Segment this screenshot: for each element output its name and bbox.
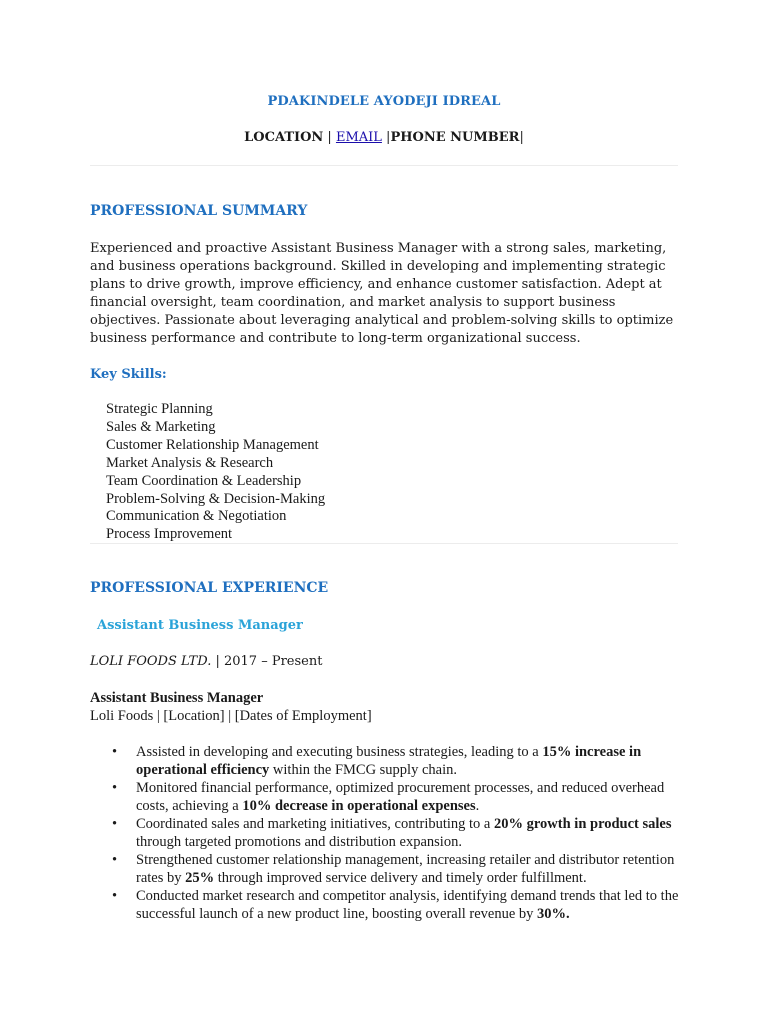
achievement-highlight: 25% xyxy=(185,869,215,886)
contact-line xyxy=(0,130,768,145)
skill-item: Team Coordination & Leadership xyxy=(106,472,302,489)
achievement-text: . xyxy=(475,797,480,814)
achievement-text: Conducted market research and competitor analysis, identifying demand trends that led to the successful launch of a new product line, boosting overall revenue by xyxy=(136,888,679,922)
contact-separator: | xyxy=(323,130,336,145)
achievement-text: Monitored financial performance, optimized procurement processes, and reduced overhead costs, achieving a xyxy=(136,780,665,814)
skill-item: Process Improvement xyxy=(106,526,233,543)
skill-item: Sales & Marketing xyxy=(106,418,216,435)
bullet-icon: • xyxy=(112,888,118,904)
achievement-item xyxy=(90,852,682,887)
company-line xyxy=(90,654,322,669)
experience-heading: PROFESSIONAL EXPERIENCE xyxy=(90,580,329,596)
location-label: LOCATION xyxy=(244,130,324,145)
achievement-text: within the FMCG supply chain. xyxy=(269,761,457,778)
achievement-highlight: 15% increase in operational efficiency xyxy=(136,744,642,778)
achievement-item xyxy=(90,744,682,779)
achievement-text: Coordinated sales and marketing initiatives, contributing to a xyxy=(136,816,494,832)
bullet-icon: • xyxy=(112,816,118,832)
achievement-text: Strengthened customer relationship management, increasing retailer and distributor retention rates by xyxy=(136,852,675,886)
bullet-icon: • xyxy=(112,780,118,796)
skills-list xyxy=(106,401,325,544)
job-title: Assistant Business Manager xyxy=(97,618,303,633)
achievement-item xyxy=(90,816,682,851)
achievement-highlight: 20% growth in product sales xyxy=(494,816,672,832)
summary-text: Experienced and proactive Assistant Business Manager with a strong sales, marketing, and business operations background. Skilled in developing and implementing strategic plans to drive growth, improve efficiency, and enhance customer satisfaction. Adept at financial oversight, team coordination, and market analysis to support business objectives. Passionate about leveraging analytical and problem-solving skills to optimize business performance and contribute to long-term organizational success. xyxy=(90,241,674,346)
role-title: Assistant Business Manager xyxy=(90,690,264,706)
skill-item: Customer Relationship Management xyxy=(106,436,319,453)
phone-label: PHONE NUMBER xyxy=(390,130,520,145)
contact-separator: | xyxy=(519,130,524,145)
achievement-item xyxy=(90,888,682,923)
divider xyxy=(90,543,678,544)
achievement-item xyxy=(90,780,682,815)
summary-heading: PROFESSIONAL SUMMARY xyxy=(90,203,308,219)
skill-item: Problem-Solving & Decision-Making xyxy=(106,490,326,507)
achievement-list xyxy=(90,744,682,924)
bullet-icon: • xyxy=(112,744,118,760)
key-skills-heading: Key Skills: xyxy=(90,367,167,382)
achievement-highlight: 30%. xyxy=(537,905,570,922)
skill-item: Strategic Planning xyxy=(106,401,213,417)
achievement-text: through targeted promotions and distribution expansion. xyxy=(136,833,462,850)
candidate-name: PDAKINDELE AYODEJI IDREAL xyxy=(267,94,501,109)
email-link[interactable]: EMAIL xyxy=(335,130,382,145)
company-dates: | 2017 – Present xyxy=(211,654,323,669)
contact-separator: | xyxy=(381,130,391,145)
achievement-text: Assisted in developing and executing business strategies, leading to a xyxy=(136,744,543,760)
company-name: LOLI FOODS LTD. xyxy=(90,654,212,669)
skill-item: Communication & Negotiation xyxy=(106,508,287,525)
achievement-highlight: 10% decrease in operational expenses xyxy=(242,797,476,814)
achievement-text: through improved service delivery and timely order fulfillment. xyxy=(214,869,587,886)
skill-item: Market Analysis & Research xyxy=(106,454,274,471)
divider xyxy=(90,165,678,166)
bullet-icon: • xyxy=(112,852,118,868)
role-meta: Loli Foods | [Location] | [Dates of Employment] xyxy=(90,708,372,724)
